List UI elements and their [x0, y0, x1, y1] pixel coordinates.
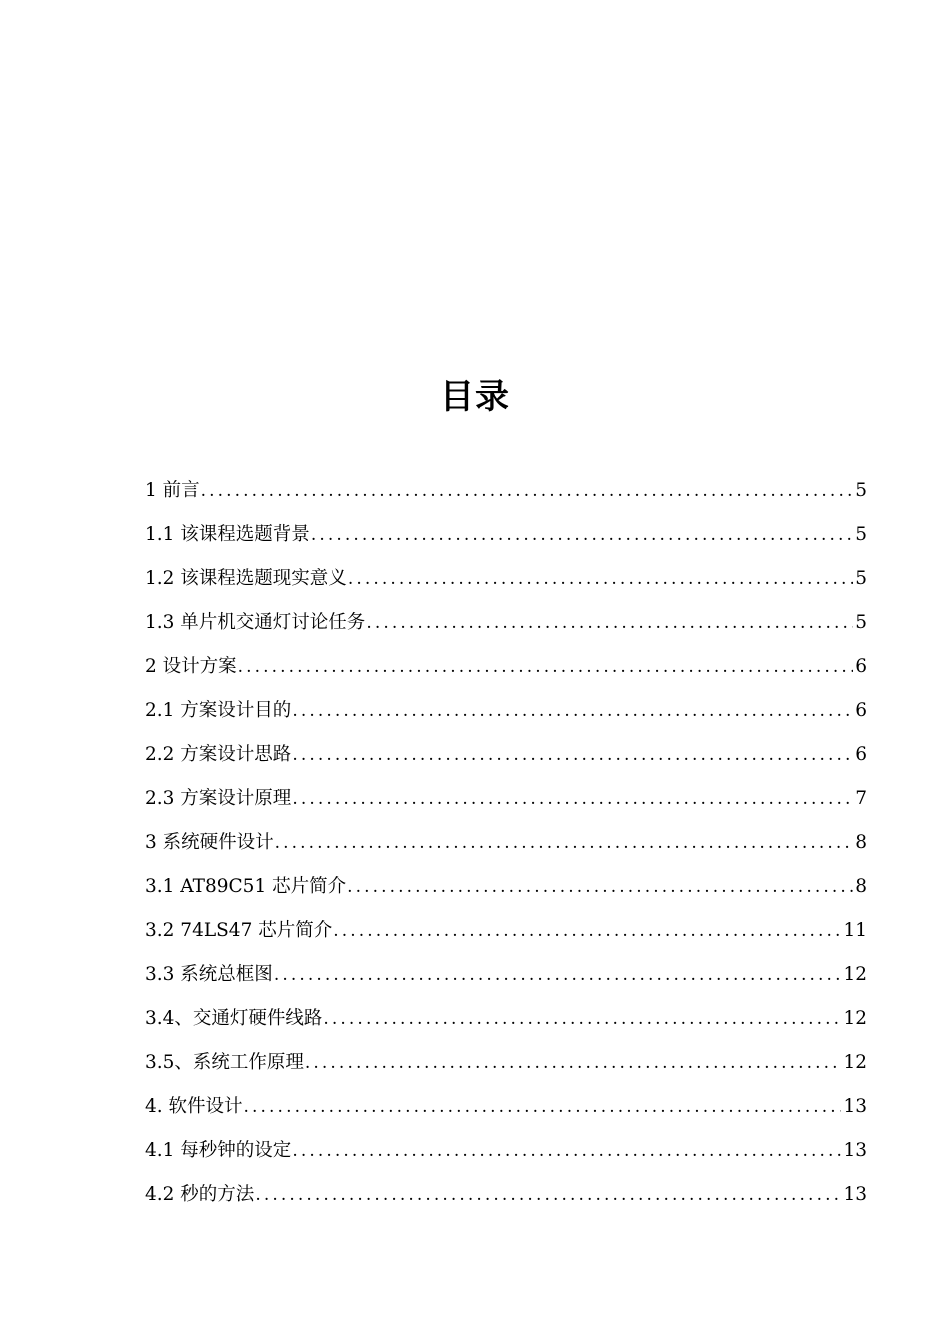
toc-entry [145, 1092, 867, 1136]
toc-page-number: 5 [855, 524, 867, 545]
toc-dot-leader [275, 828, 854, 858]
toc-dot-leader [274, 960, 842, 990]
toc-entry [145, 1180, 867, 1224]
toc-dot-leader [238, 652, 854, 682]
toc-entry [145, 828, 867, 872]
toc-entry-label: 4.1 每秒钟的设定 [145, 1140, 292, 1161]
toc-entry [145, 916, 867, 960]
toc-dot-leader [311, 520, 853, 550]
toc-page-number: 12 [843, 1052, 867, 1073]
toc-entry [145, 608, 867, 652]
toc-entry-label: 2 设计方案 [145, 656, 237, 677]
toc-page-number: 12 [843, 964, 867, 985]
toc-dot-leader [292, 696, 853, 726]
toc-page-number: 6 [855, 656, 867, 677]
toc-dot-leader [348, 564, 853, 594]
toc-entry-label: 4. 软件设计 [145, 1096, 243, 1117]
toc-entry-label: 2.2 方案设计思路 [145, 744, 292, 765]
toc-dot-leader [347, 872, 853, 902]
toc-entry [145, 1004, 867, 1048]
toc-entry [145, 1048, 867, 1092]
toc-page-number: 13 [843, 1140, 867, 1161]
toc-dot-leader [255, 1180, 841, 1210]
toc-page-number: 12 [843, 1008, 867, 1029]
toc-dot-leader [366, 608, 853, 638]
toc-entry [145, 872, 867, 916]
toc-entry [145, 784, 867, 828]
toc-entry [145, 960, 867, 1004]
toc-page-number: 7 [855, 788, 867, 809]
toc-dot-leader [333, 916, 841, 946]
toc-page-number: 13 [843, 1096, 867, 1117]
toc-entry [145, 652, 867, 696]
toc-entry-label: 3.3 系统总框图 [145, 964, 273, 985]
toc-dot-leader [244, 1092, 842, 1122]
toc-entry-label: 2.3 方案设计原理 [145, 788, 292, 809]
toc-title: 目录 [440, 377, 510, 417]
toc-page-number: 8 [855, 876, 867, 897]
toc-entry-label: 3.1 AT89C51 芯片简介 [145, 876, 347, 897]
toc-page-number: 6 [855, 744, 867, 765]
toc-list [145, 476, 867, 1224]
toc-entry-label: 1.1 该课程选题背景 [145, 524, 310, 545]
toc-dot-leader [323, 1004, 841, 1034]
toc-dot-leader [305, 1048, 842, 1078]
toc-entry-label: 1 前言 [145, 480, 200, 501]
toc-entry-label: 2.1 方案设计目的 [145, 700, 292, 721]
toc-entry-label: 3.5、系统工作原理 [145, 1052, 304, 1073]
toc-entry-label: 3 系统硬件设计 [145, 832, 274, 853]
toc-entry [145, 476, 867, 520]
toc-page-number: 8 [855, 832, 867, 853]
toc-dot-leader [201, 476, 854, 506]
toc-entry-label: 1.2 该课程选题现实意义 [145, 568, 347, 589]
toc-entry [145, 1136, 867, 1180]
toc-page-number: 6 [855, 700, 867, 721]
toc-page-number: 11 [843, 920, 867, 941]
toc-dot-leader [292, 740, 853, 770]
toc-page-number: 5 [855, 612, 867, 633]
toc-entry [145, 564, 867, 608]
toc-entry-label: 4.2 秒的方法 [145, 1184, 255, 1205]
toc-entry-label: 3.4、交通灯硬件线路 [145, 1008, 323, 1029]
toc-page-number: 13 [843, 1184, 867, 1205]
toc-dot-leader [292, 784, 853, 814]
toc-page-number: 5 [855, 568, 867, 589]
toc-page-number: 5 [855, 480, 867, 501]
toc-entry [145, 520, 867, 564]
toc-entry [145, 696, 867, 740]
toc-entry-label: 1.3 单片机交通灯讨论任务 [145, 612, 366, 633]
toc-entry [145, 740, 867, 784]
toc-entry-label: 3.2 74LS47 芯片简介 [145, 920, 333, 941]
toc-dot-leader [292, 1136, 841, 1166]
